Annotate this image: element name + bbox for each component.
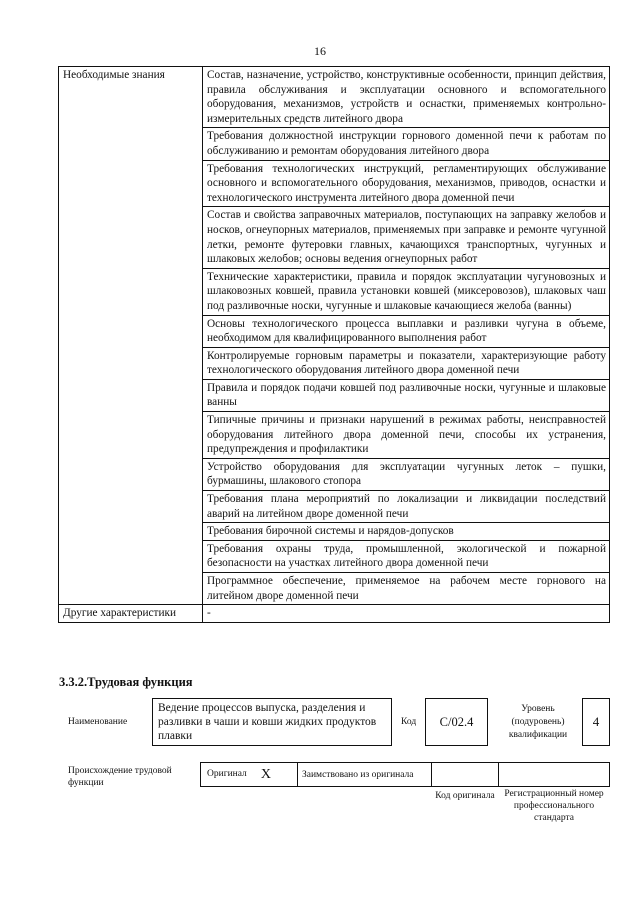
level-label: Уровень (подуровень) квалификации <box>508 704 568 740</box>
knowledge-item: Требования охраны труда, промышленной, экологической и пожарной безопасности на участках литейного двора доменной печи <box>203 540 610 572</box>
knowledge-item: Типичные причины и признаки нарушений в режимах работы, неисправностей оборудования литейного двора доменной печи, способы их устранения, предупреждения и профилактики <box>203 412 610 459</box>
original-code-caption: Код оригинала <box>435 791 495 801</box>
function-name-field: Ведение процессов выпуска, разделения и разливки в чаши и ковши жидких продуктов плавки <box>152 698 392 746</box>
knowledge-item: Требования должностной инструкции горнового доменной печи к работам по обслуживанию и ремонтам оборудования литейного двора <box>203 128 610 160</box>
code-label: Код <box>401 717 417 727</box>
other-characteristics-label: Другие характеристики <box>59 605 203 623</box>
original-label: Оригинал <box>207 769 247 779</box>
origin-label: Происхождение трудовой функции <box>68 766 172 788</box>
other-characteristics-value: - <box>203 605 610 623</box>
knowledge-item: Правила и порядок подачи ковшей под разливочные носки, чугунные и шлаковые ванны <box>203 379 610 411</box>
knowledge-item: Состав, назначение, устройство, конструктивные особенности, принцип действия, правила обслуживания и эксплуатации основного и вспомогательного оборудования, механизмов, устройств и оснастки, применяемых контрольно-измерительных средств литейного двора <box>203 67 610 128</box>
borrowed-cell <box>297 762 432 787</box>
original-cell <box>200 762 298 787</box>
knowledge-item: Требования бирочной системы и нарядов-допусков <box>203 523 610 541</box>
knowledge-item: Требования технологических инструкций, регламентирующих обслуживание основного и вспомогательного оборудования, механизмов, приводов, оснастки и технологического инструмента литейного двора доменной печи <box>203 160 610 207</box>
function-code-field: С/02.4 <box>425 698 488 746</box>
page-number: 16 <box>314 44 326 58</box>
knowledge-item: Технические характеристики, правила и порядок эксплуатации чугуновозных и шлаковозных ковшей, правила установки ковшей (миксеровозов), шлаковых чаш под разливочные носки, чугунные и шлаковые качающиеся желоба (ванны) <box>203 268 610 315</box>
borrowed-label: Заимствовано из оригинала <box>302 770 414 780</box>
knowledge-item: Программное обеспечение, применяемое на рабочем месте горнового на литейном дворе доменной печи <box>203 573 610 605</box>
knowledge-item: Устройство оборудования для эксплуатации чугунных леток – пушки, бурмашины, шлакового стопора <box>203 458 610 490</box>
name-label: Наименование <box>68 717 128 727</box>
original-mark: X <box>260 766 271 782</box>
knowledge-item: Состав и свойства заправочных материалов, поступающих на заправку желобов и носков, огнеупорных материалов, применяемых при заправке и ремонте чугунной летки, ремонте футеровки главных, качающихся транспортных, чугунных и шлаковых желобов; основы ведения огнеупорных работ <box>203 207 610 268</box>
knowledge-item: Требования плана мероприятий по локализации и ликвидации последствий аварий на литейном дворе доменной печи <box>203 491 610 523</box>
registration-number-caption: Регистрационный номер профессионального стандарта <box>504 789 604 823</box>
knowledge-label: Необходимые знания <box>59 67 203 605</box>
level-field: 4 <box>582 698 610 746</box>
knowledge-item: Контролируемые горновым параметры и показатели, характеризующие работу технологического оборудования литейного двора доменной печи <box>203 347 610 379</box>
section-title: 3.3.2.Трудовая функция <box>59 675 193 689</box>
knowledge-table <box>58 66 610 623</box>
knowledge-item: Основы технологического процесса выплавки и разливки чугуна в объеме, необходимом для квалифицированного выполнения работ <box>203 315 610 347</box>
registration-number-cell <box>498 762 610 787</box>
original-code-cell <box>431 762 499 787</box>
